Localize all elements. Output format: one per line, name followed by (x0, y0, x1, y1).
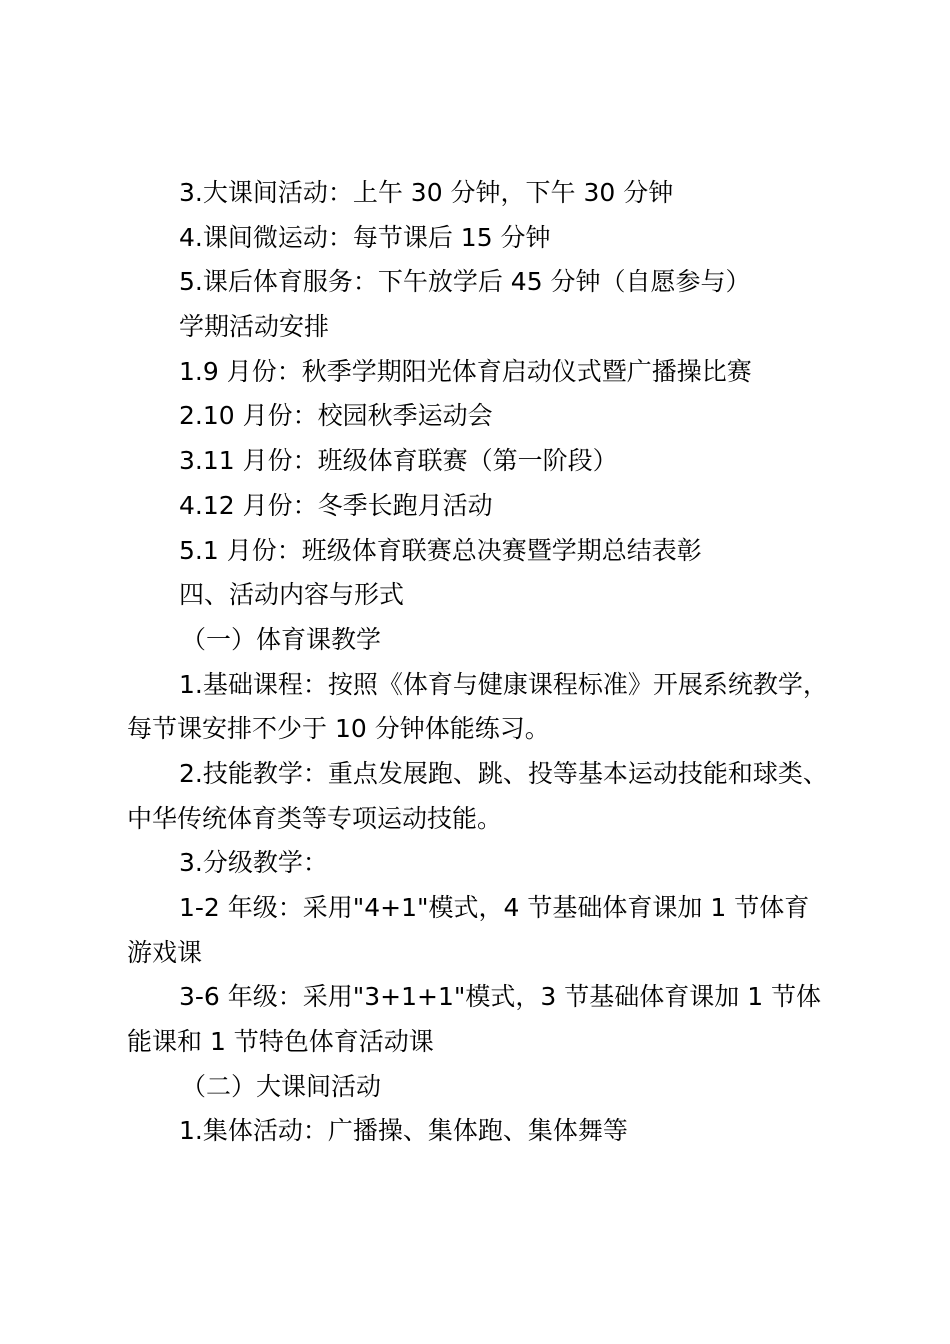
text-line: 5.课后体育服务：下午放学后 45 分钟（自愿参与） (179, 267, 751, 297)
text-line: 3.大课间活动：上午 30 分钟，下午 30 分钟 (179, 178, 674, 207)
text-line: 中华传统体育类等专项运动技能。 (127, 803, 503, 833)
text-line: 3-6 年级：采用"3+1+1"模式，3 节基础体育课加 1 节体 (179, 982, 822, 1012)
text-line: 2.10 月份：校园秋季运动会 (179, 401, 493, 431)
document-body (127, 171, 847, 1154)
text-line: 3.11 月份：班级体育联赛（第一阶段） (179, 446, 618, 476)
subsection-heading: （二）大课间活动 (181, 1071, 382, 1101)
text-line: 1.基础课程：按照《体育与健康课程标准》开展系统教学， (179, 669, 828, 699)
section-heading: 四、活动内容与形式 (179, 580, 405, 610)
text-line: 能课和 1 节特色体育活动课 (127, 1027, 434, 1057)
text-line: 游戏课 (127, 937, 203, 967)
text-line: 5.1 月份：班级体育联赛总决赛暨学期总结表彰 (179, 535, 702, 565)
section-heading: 学期活动安排 (179, 312, 330, 342)
text-line: 3.分级教学： (179, 848, 328, 878)
text-line: 1-2 年级：采用"4+1"模式，4 节基础体育课加 1 节体育 (179, 893, 810, 922)
text-line: 4.12 月份：冬季长跑月活动 (179, 490, 493, 520)
text-line: 2.技能教学：重点发展跑、跳、投等基本运动技能和球类、 (179, 758, 828, 788)
text-line: 1.集体活动：广播操、集体跑、集体舞等 (179, 1116, 628, 1146)
text-line: 1.9 月份：秋季学期阳光体育启动仪式暨广播操比赛 (179, 356, 752, 386)
text-line: 4.课间微运动：每节课后 15 分钟 (179, 222, 551, 252)
subsection-heading: （一）体育课教学 (181, 624, 382, 654)
text-line: 每节课安排不少于 10 分钟体能练习。 (127, 714, 550, 744)
